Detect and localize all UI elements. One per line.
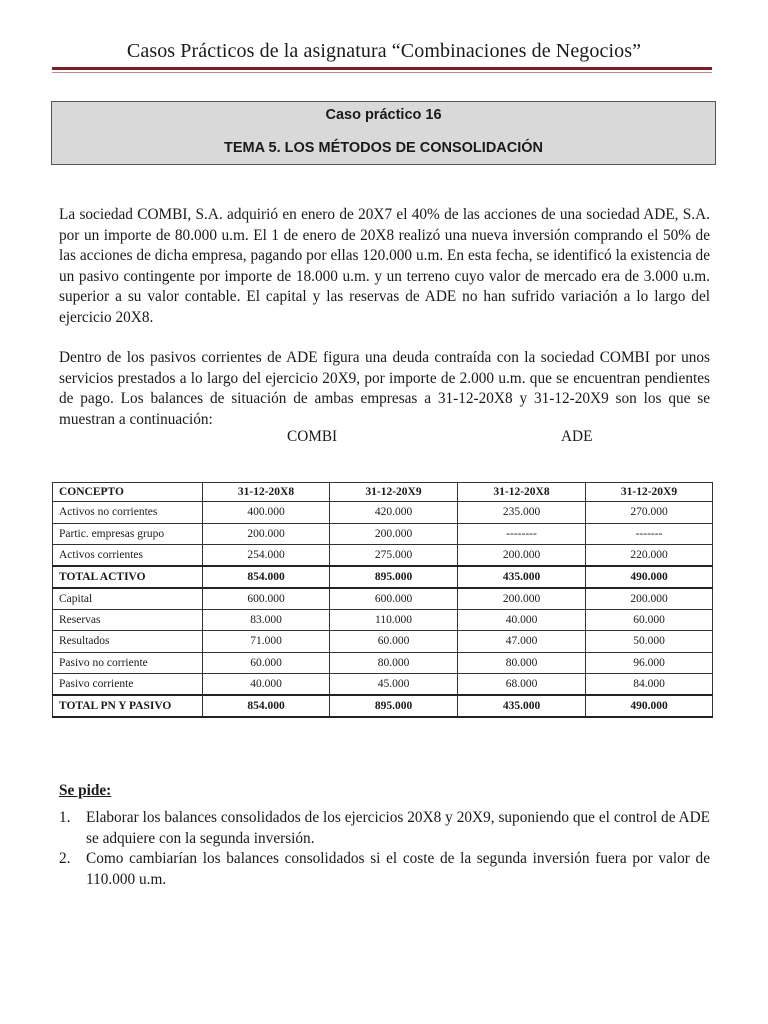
header-cell: CONCEPTO bbox=[53, 483, 203, 502]
value-cell: 435.000 bbox=[458, 695, 586, 717]
table-row bbox=[53, 588, 713, 610]
value-cell: 84.000 bbox=[586, 674, 713, 696]
value-cell: 60.000 bbox=[330, 631, 458, 653]
concept-cell: Partic. empresas grupo bbox=[53, 523, 203, 545]
table-row bbox=[53, 545, 713, 567]
list-item bbox=[59, 808, 710, 849]
value-cell: 40.000 bbox=[458, 609, 586, 631]
value-cell: 80.000 bbox=[330, 652, 458, 674]
value-cell: 60.000 bbox=[586, 609, 713, 631]
concept-cell: Resultados bbox=[53, 631, 203, 653]
table-header-row bbox=[53, 483, 713, 502]
case-topic: TEMA 5. LOS MÉTODOS DE CONSOLIDACIÓN bbox=[223, 140, 544, 156]
value-cell: -------- bbox=[458, 523, 586, 545]
tasks-heading: Se pide: bbox=[59, 782, 112, 799]
value-cell: 68.000 bbox=[458, 674, 586, 696]
value-cell: ------- bbox=[586, 523, 713, 545]
value-cell: 420.000 bbox=[330, 502, 458, 524]
header-cell: 31-12-20X8 bbox=[458, 483, 586, 502]
concept-cell: Pasivo corriente bbox=[53, 674, 203, 696]
company-label-combi: COMBI bbox=[287, 428, 338, 445]
table-row-total-activo bbox=[53, 566, 713, 588]
value-cell: 200.000 bbox=[330, 523, 458, 545]
value-cell: 435.000 bbox=[458, 566, 586, 588]
concept-cell: Activos no corrientes bbox=[53, 502, 203, 524]
concept-cell: TOTAL ACTIVO bbox=[53, 566, 203, 588]
value-cell: 854.000 bbox=[203, 566, 330, 588]
list-item-number: 2. bbox=[59, 850, 71, 867]
value-cell: 490.000 bbox=[586, 695, 713, 717]
value-cell: 83.000 bbox=[203, 609, 330, 631]
value-cell: 275.000 bbox=[330, 545, 458, 567]
table-row bbox=[53, 502, 713, 524]
concept-cell: Activos corrientes bbox=[53, 545, 203, 567]
company-label-ade: ADE bbox=[561, 428, 593, 445]
value-cell: 60.000 bbox=[203, 652, 330, 674]
value-cell: 50.000 bbox=[586, 631, 713, 653]
value-cell: 200.000 bbox=[458, 588, 586, 610]
tasks-list bbox=[59, 808, 710, 890]
value-cell: 200.000 bbox=[458, 545, 586, 567]
list-item-text: Elaborar los balances consolidados de los ejercicios 20X8 y 20X9, suponiendo que el control de ADE se adquiere con la segunda inversión. bbox=[86, 809, 710, 847]
header-rule-thin bbox=[52, 72, 712, 73]
value-cell: 490.000 bbox=[586, 566, 713, 588]
table-row bbox=[53, 523, 713, 545]
header-cell: 31-12-20X8 bbox=[203, 483, 330, 502]
table-row-total-pasivo bbox=[53, 695, 713, 717]
value-cell: 71.000 bbox=[203, 631, 330, 653]
table-row bbox=[53, 674, 713, 696]
value-cell: 895.000 bbox=[330, 566, 458, 588]
value-cell: 220.000 bbox=[586, 545, 713, 567]
list-item-number: 1. bbox=[59, 809, 71, 826]
concept-cell: TOTAL PN Y PASIVO bbox=[53, 695, 203, 717]
concept-cell: Capital bbox=[53, 588, 203, 610]
value-cell: 110.000 bbox=[330, 609, 458, 631]
header-rule bbox=[52, 67, 712, 70]
concept-cell: Pasivo no corriente bbox=[53, 652, 203, 674]
value-cell: 235.000 bbox=[458, 502, 586, 524]
concept-cell: Reservas bbox=[53, 609, 203, 631]
value-cell: 270.000 bbox=[586, 502, 713, 524]
value-cell: 254.000 bbox=[203, 545, 330, 567]
statement-paragraph-2: Dentro de los pasivos corrientes de ADE figura una deuda contraída con la sociedad COMBI por unos servicios prestados a lo largo del ejercicio 20X9, por importe de 2.000 u.m. que se encuentran pendientes de pago. Los balances de situación de ambas empresas a 31-12-20X8 y 31-12-20X9 son los que se muestran a continuación: bbox=[59, 349, 710, 428]
value-cell: 45.000 bbox=[330, 674, 458, 696]
value-cell: 80.000 bbox=[458, 652, 586, 674]
value-cell: 200.000 bbox=[586, 588, 713, 610]
table-row bbox=[53, 631, 713, 653]
table-row bbox=[53, 652, 713, 674]
value-cell: 47.000 bbox=[458, 631, 586, 653]
balance-sheet-table bbox=[52, 482, 713, 718]
list-item-text: Como cambiarían los balances consolidados si el coste de la segunda inversión fuera por valor de 110.000 u.m. bbox=[86, 850, 710, 888]
value-cell: 96.000 bbox=[586, 652, 713, 674]
table-row bbox=[53, 609, 713, 631]
case-number: Caso práctico 16 bbox=[325, 107, 442, 123]
list-item bbox=[59, 849, 710, 890]
value-cell: 600.000 bbox=[203, 588, 330, 610]
statement-paragraph-1: La sociedad COMBI, S.A. adquirió en enero de 20X7 el 40% de las acciones de una sociedad ADE, S.A. por un importe de 80.000 u.m. El 1 de enero de 20X8 realizó una nueva inversión comprando el 50% de las acciones de dicha empresa, pagando por ellas 120.000 u.m. En esta fecha, se identificó la existencia de un pasivo contingente por importe de 18.000 u.m. y un terreno cuyo valor de mercado era de 3.000 u.m. superior a su valor contable. El capital y las reservas de ADE no han sufrido variación a lo largo del ejercicio 20X8. bbox=[59, 206, 710, 326]
case-title-box bbox=[51, 101, 716, 165]
page-header-title: Casos Prácticos de la asignatura “Combinaciones de Negocios” bbox=[126, 40, 642, 62]
value-cell: 200.000 bbox=[203, 523, 330, 545]
value-cell: 400.000 bbox=[203, 502, 330, 524]
header-cell: 31-12-20X9 bbox=[330, 483, 458, 502]
value-cell: 895.000 bbox=[330, 695, 458, 717]
value-cell: 600.000 bbox=[330, 588, 458, 610]
value-cell: 854.000 bbox=[203, 695, 330, 717]
value-cell: 40.000 bbox=[203, 674, 330, 696]
header-cell: 31-12-20X9 bbox=[586, 483, 713, 502]
